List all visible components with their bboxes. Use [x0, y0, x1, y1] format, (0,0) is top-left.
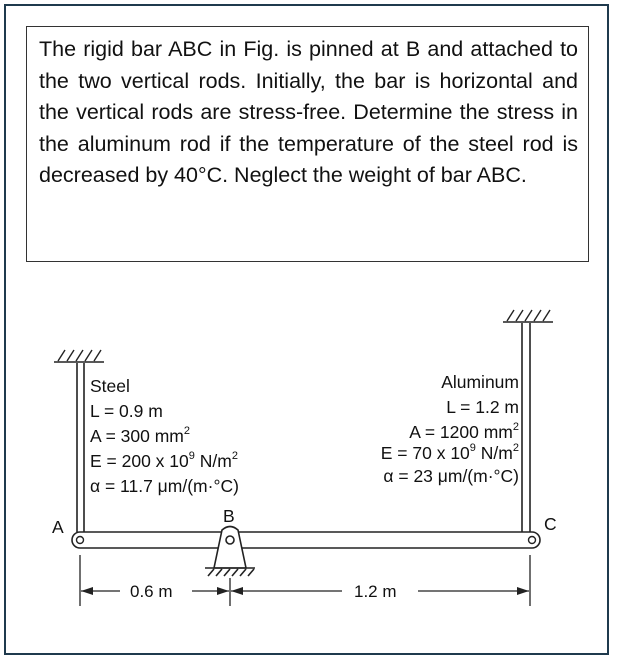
- problem-text: The rigid bar ABC in Fig. is pinned at B and attached to the two vertical rods. Initially, the bar is horizontal and the vertical rods are stress-free. Determine the stress in the aluminum rod if the temperature of the steel rod is decreased by 40°C. Neglect the weight of bar ABC.: [39, 37, 578, 188]
- aluminum-title: Aluminum: [441, 372, 519, 392]
- steel-modulus: E = 200 x $10^9$ $N/m^2$: [90, 450, 238, 471]
- label-b: B: [223, 506, 235, 526]
- steel-length: L = 0.9 m: [90, 401, 163, 421]
- steel-properties: [90, 376, 239, 496]
- label-a: A: [52, 517, 64, 537]
- rigid-bar-abc: [72, 532, 540, 548]
- steel-title: Steel: [90, 376, 130, 396]
- aluminum-ceiling-support: [503, 310, 553, 322]
- aluminum-alpha: α = 23 μm/(m·°C): [383, 466, 519, 486]
- aluminum-properties: [381, 372, 519, 486]
- aluminum-rod: [522, 323, 530, 532]
- dimension-ab: 0.6 m: [130, 582, 173, 601]
- steel-rod: [77, 363, 84, 532]
- pin-a: [77, 537, 84, 544]
- steel-area: A = 300 $mm^2$: [90, 425, 190, 446]
- aluminum-modulus: E = 70 x $10^9$ $N/m^2$: [380, 442, 519, 463]
- aluminum-length: L = 1.2 m: [446, 397, 519, 417]
- aluminum-area: A = 1200 $mm^2$: [409, 421, 519, 442]
- pin-c: [529, 537, 536, 544]
- label-c: C: [544, 514, 557, 534]
- steel-alpha: α = 11.7 μm/(m·°C): [90, 476, 239, 496]
- dimension-bc: 1.2 m: [354, 582, 397, 601]
- steel-ceiling-support: [54, 350, 104, 362]
